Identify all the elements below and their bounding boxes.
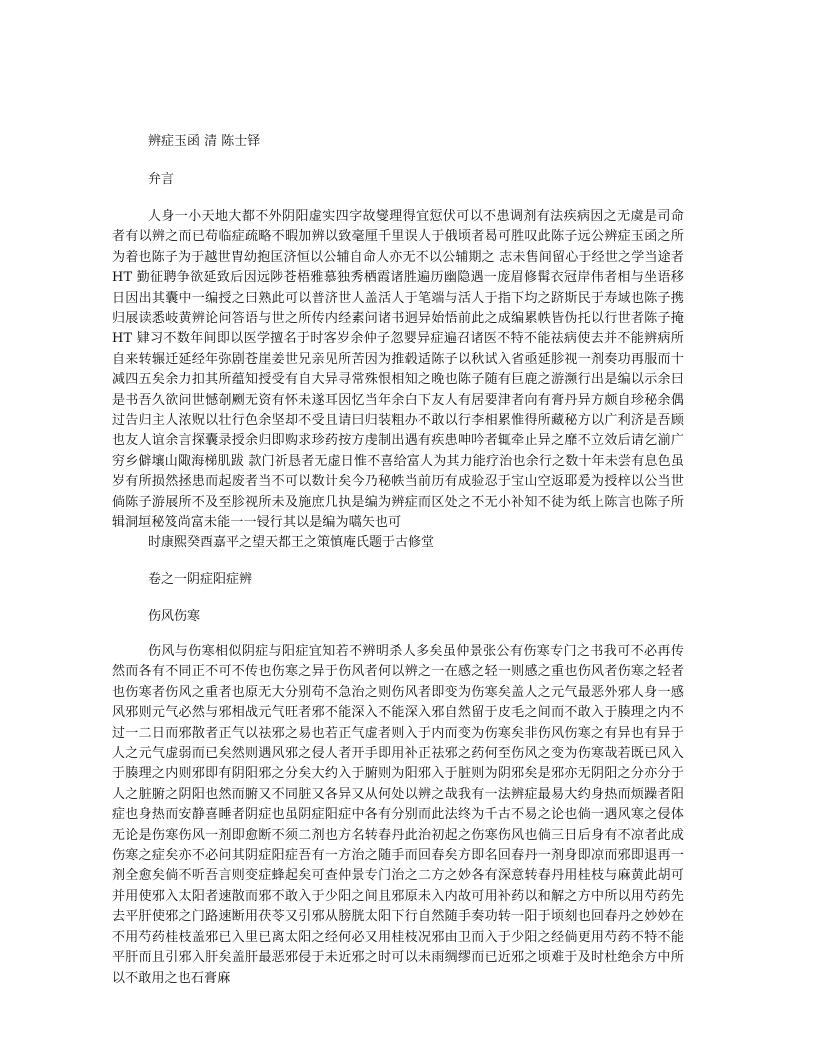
preface-paragraph: 人身一小天地大都不外阴阳虚实四字故燮理得宜愆伏可以不患调剂有法疾病因之无虞是司命者有以辨之而已苟临症疏略不暇加辨以致毫厘千里误人于俄顷者曷可胜叹此陈子远公辨症玉函之所为着也陈子为于越世胄幼抱匡济恒以公辅自命人亦无不以公辅期之 志未售间留心于经世之学当途者 HT 勤征聘争欲延致后因远陟苍梧雅慕独秀栖霞诸胜遍历幽隐遇一庞眉修髯衣冠岸伟者相与坐语移日因出其囊中一编授之曰熟此可以普济世人盖活人于笔端与活人于指下均之跻斯民于寿域也陈子携归展读悉岐黄辨论问答语与世之所传内经素问诸书迥异始悟前此之成编累帙皆伪托以行世者陈子掩 HT 肄习不数年间即以医学擅名于时客岁余仲子忽婴异症遍召诸医不特不能祛病使去并不能辨病所自来转辗迁延经年弥剧苍崖姜世兄亲见所苦因为推毂适陈子以秋试入省亟延胗视一剂奏功再服而十减四五矣余力扣其所蕴知授受有自大异寻常殊恨相知之晚也陈子随有巨鹿之游濒行出是编以示余曰是书吾久欲问世憾剞劂无资有怀未遂耳因忆当年余白下友人有居要津者向有膏丹异方颇自珍秘余偶过告归主人浓贶以壮行色余坚却不受且请曰归装粗办不敢以行李相累惟得所藏秘方以广利济是吾顾也友人谊余言探囊录授余归即购求珍药按方虔制出遇有疾患呻吟者辄牵止异之靡不立效后请乞湔广穷乡僻壤山陬海梯肌跋 款门祈恳者无虚日惟不喜给富人为其力能疗治也余行之数十年未尝有息色虽岁有所损然拯患而起废者当不可以数计矣今乃秘帙当前历有成验忍于宝山空返耶爰为授梓以公当世倘陈子游展所不及至胗视所未及施庶几执是编为辨症而区处之不无小补知不徒为纸上陈言也陈子所辑洞垣秘笈尚富未能一一锓行其以是编为嚆矢也可 <box>112 209 684 531</box>
date-line: 时康熙癸酉嘉平之望天都王之策慎庵氏题于古修堂 <box>148 535 435 550</box>
document-title: 辨症玉函 清 陈士铎 <box>148 134 261 149</box>
section-paragraph-wrap <box>112 642 684 989</box>
preface-paragraph-wrap <box>112 207 684 534</box>
section-heading: 伤风伤寒 <box>148 609 201 624</box>
preface-heading: 弁言 <box>148 172 175 187</box>
volume-heading: 卷之一阴症阳症辨 <box>148 572 253 587</box>
section-paragraph: 伤风与伤寒相似阴症与阳症宜知若不辨明杀人多矣虽仲景张公有伤寒专门之书我可不必再传然而各有不同正不可不传也伤寒之异于伤风者何以辨之一在感之轻一则感之重也伤风者伤寒之轻者也伤寒者伤风之重者也原无大分别苟不急治之则伤风者即变为伤寒矣盖人之元气最恶外邪人身一感风邪则元气必然与邪相战元气旺者邪不能深入不能深入邪自然留于皮毛之间而不敢入于腠理之内不过一二日而邪散者正气以祛邪之易也若正气虚者则入于内而变为伤寒矣非伤风伤寒之有异也有异于人之元气虚弱而已矣然则遇风邪之侵人者开手即用补正祛邪之药何至伤风之变为伤寒哉若既已风入于腠理之内则邪即有阴阳邪之分矣大约入于腑则为阳邪入于脏则为阴邪矣是邪亦无阴阳之分亦分于人之脏腑之阴阳也然而腑又不同脏又各异又从何处以辨之哉我有一法辨症最易大约身热而烦躁者阳症也身热而安静喜睡者阴症也虽阴症阳症中各有分别而此法终为千古不易之论也倘一遇风寒之侵体无论是伤寒伤风一剂即愈断不须二剂也方名转春丹此治初起之伤寒伤风也倘三日后身有不凉者此成伤寒之症矣亦不必问其阴症阳症吾有一方治之随手而回春矣方即名回春丹一剂身即凉而邪即退再一剂全愈矣倘不听吾言则变症蜂起矣可查仲景专门治之二方之妙各有深意转春丹用桂枝与麻黄此胡可并用使邪入太阳者速散而邪不敢入于少阳之间且邪原未入内故可用补药以和解之方中所以用芍药先去平肝使邪之门路速断用茯苓又引邪从膀胱太阳下行自然随手奏功转一阳于顷刻也回春丹之妙妙在不用芍药桂枝盖邪已入里已离太阳之经何必又用桂枝况邪由卫而入于少阳之经倘更用芍药不特不能平肝而且引邪入肝矣盖肝最恶邪侵于未近邪之时可以未雨绸缪而已近邪之顷难于及时杜绝余方中所以不敢用之也石膏麻 <box>112 644 684 986</box>
